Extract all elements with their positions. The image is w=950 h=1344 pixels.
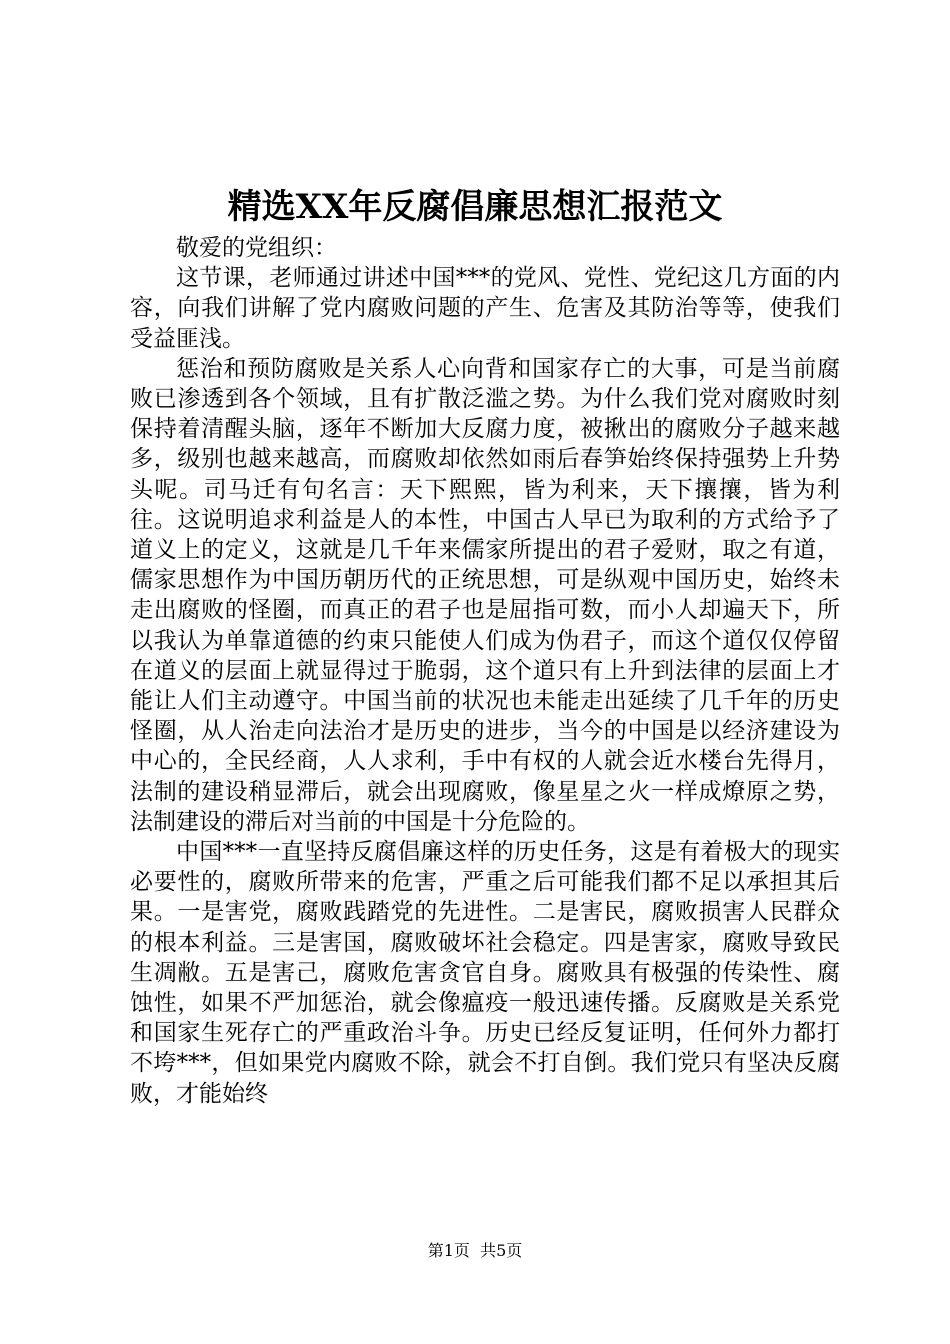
document-title: 精选XX年反腐倡廉思想汇报范文 xyxy=(227,187,723,227)
salutation: 敬爱的党组织： xyxy=(176,235,337,261)
page-footer xyxy=(0,1239,950,1263)
footer-spacer xyxy=(470,1241,480,1260)
paragraph-2: 惩治和预防腐败是关系人心向背和国家存亡的大事，可是当前腐败已渗透到各个领域，且有扩散泛滥之势。为什么我们党对腐败时刻保持着清醒头脑，逐年不断加大反腐力度，被揪出的腐败分子越来越多，级别也越来越高，而腐败却依然如雨后春笋始终保持强势上升势头呢。司马迁有句名言：天下熙熙，皆为利来，天下攘攘，皆为利往。这说明追求利益是人的本性，中国古人早已为取利的方式给予了道义上的定义，这就是几千年来儒家所提出的君子爱财，取之有道，儒家思想作为中国历朝历代的正统思想，可是纵观中国历史，始终未走出腐败的怪圈，而真正的君子也是屈指可数，而小人却遍天下，所以我认为单靠道德的约束只能使人们成为伪君子，而这个道仅仅停留在道义的层面上就显得过于脆弱，这个道只有上升到法律的层面上才能让人们主动遵守。中国当前的状况也未能走出延续了几千年的历史怪圈，从人治走向法治才是历史的进步，当今的中国是以经济建设为中心的，全民经商，人人求利，手中有权的人就会近水楼台先得月，法制的建设稍显滞后，就会出现腐败，像星星之火一样成燎原之势，法制建设的滞后对当前的中国是十分危险的。 xyxy=(130,355,840,835)
paragraph-3: 中国***一直坚持反腐倡廉这样的历史任务，这是有着极大的现实必要性的，腐败所带来的危害，严重之后可能我们都不足以承担其后果。一是害党，腐败践踏党的先进性。二是害民，腐败损害人民群众的根本利益。三是害国，腐败破坏社会稳定。四是害家，腐败导致民生凋敝。五是害己，腐败危害贪官自身。腐败具有极强的传染性、腐蚀性，如果不严加惩治，就会像瘟疫一般迅速传播。反腐败是关系党和国家生死存亡的严重政治斗争。历史已经反复证明，任何外力都打不垮***，但如果党内腐败不除，就会不打自倒。我们党只有坚决反腐败，才能始终 xyxy=(130,839,840,1107)
document-body xyxy=(130,233,840,1109)
paragraph-1: 这节课，老师通过讲述中国***的党风、党性、党纪这几方面的内容，向我们讲解了党内腐败问题的产生、危害及其防治等等，使我们受益匪浅。 xyxy=(130,265,840,352)
page-total: 共5页 xyxy=(480,1241,523,1260)
page-number: 第1页 xyxy=(427,1241,470,1260)
